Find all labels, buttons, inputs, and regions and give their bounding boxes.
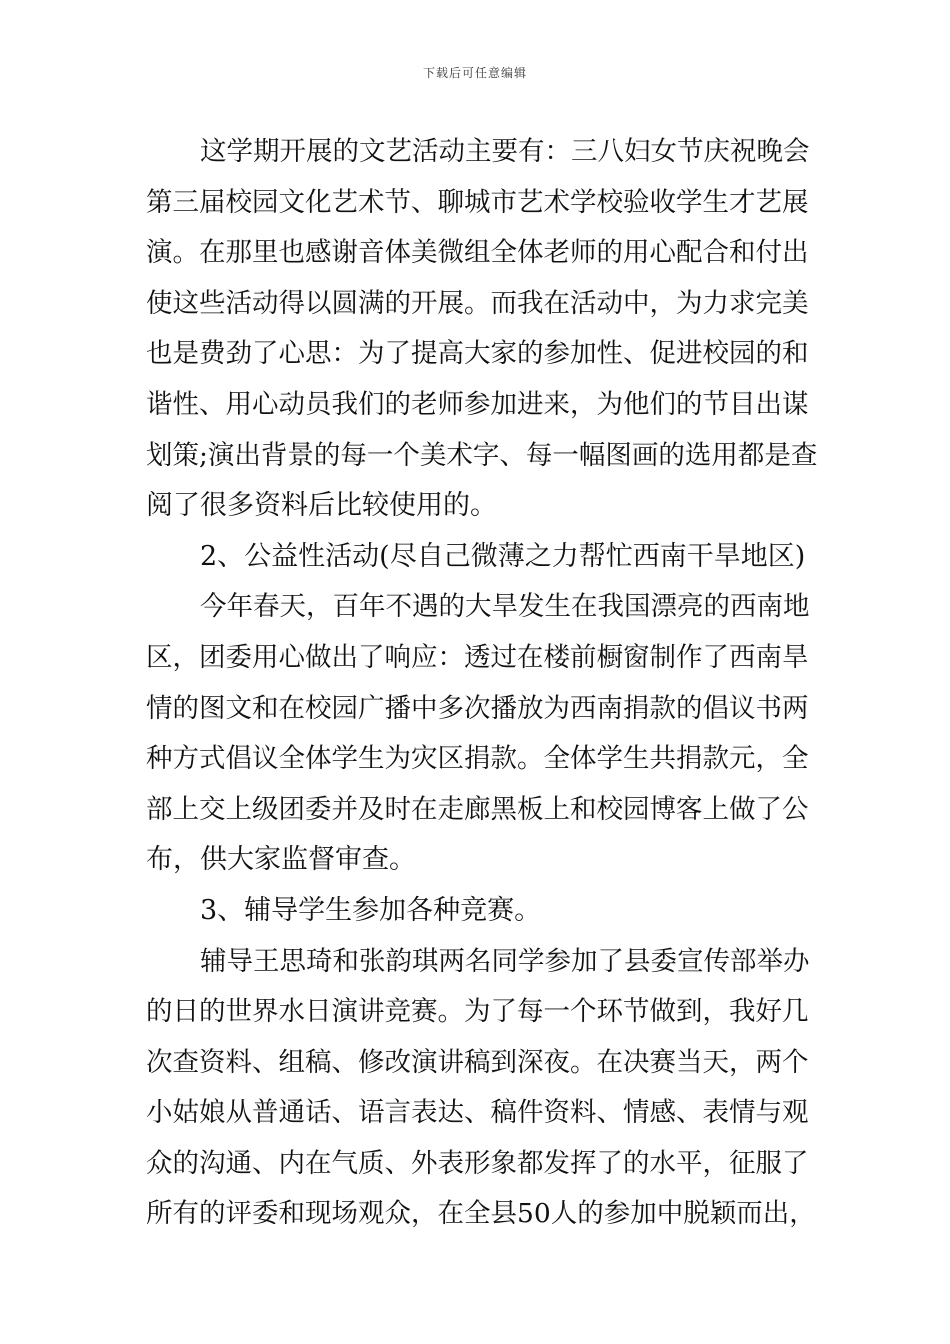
text-line: 种方式倡议全体学生为灾区捐款。全体学生共捐款元，全 xyxy=(146,743,809,775)
text-line: 所有的评委和现场观众，在全县50人的参加中脱颖而出， xyxy=(146,1198,816,1230)
text-line: 使这些活动得以圆满的开展。而我在活动中，为力求完美 xyxy=(146,287,809,319)
text-line: 演。在那里也感谢音体美微组全体老师的用心配合和付出 xyxy=(146,237,809,269)
text-line: 布，供大家监督审查。 xyxy=(146,844,416,876)
text-line: 谐性、用心动员我们的老师参加进来，为他们的节目出谋 xyxy=(146,388,809,420)
text-line: 第三届校园文化艺术节、聊城市艺术学校验收学生才艺展 xyxy=(146,186,809,218)
text-line: 众的沟通、内在气质、外表形象都发挥了的水平，征服了 xyxy=(146,1147,809,1179)
text-line: 区，团委用心做出了响应：透过在楼前橱窗制作了西南旱 xyxy=(146,641,809,673)
page-header-note: 下载后可任意编辑 xyxy=(422,66,527,80)
text-line: 划策;演出背景的每一个美术字、每一幅图画的选用都是查 xyxy=(146,439,818,471)
text-line: 部上交上级团委并及时在走廊黑板上和校园博客上做了公 xyxy=(146,793,809,825)
text-line: 今年春天，百年不遇的大旱发生在我国漂亮的西南地 xyxy=(200,591,810,623)
text-line: 这学期开展的文艺活动主要有：三八妇女节庆祝晚会 xyxy=(200,136,810,167)
text-line: 小姑娘从普通话、语言表达、稿件资料、情感、表情与观 xyxy=(146,1097,809,1129)
text-line: 情的图文和在校园广播中多次播放为西南捐款的倡议书两 xyxy=(146,692,809,724)
text-line: 的日的世界水日演讲竞赛。为了每一个环节做到，我好几 xyxy=(146,996,809,1028)
text-line: 阅了很多资料后比较使用的。 xyxy=(146,490,497,522)
text-line: 也是费劲了心思：为了提高大家的参加性、促进校园的和 xyxy=(146,338,809,370)
section-heading: 3、辅导学生参加各种竞赛。 xyxy=(200,894,542,926)
document-body xyxy=(146,127,818,1240)
text-line: 辅导王思琦和张韵琪两名同学参加了县委宣传部举办 xyxy=(200,945,810,977)
text-line: 次查资料、组稿、修改演讲稿到深夜。在决赛当天，两个 xyxy=(146,1046,809,1078)
section-heading: 2、公益性活动(尽自己微薄之力帮忙西南干旱地区) xyxy=(200,540,806,572)
